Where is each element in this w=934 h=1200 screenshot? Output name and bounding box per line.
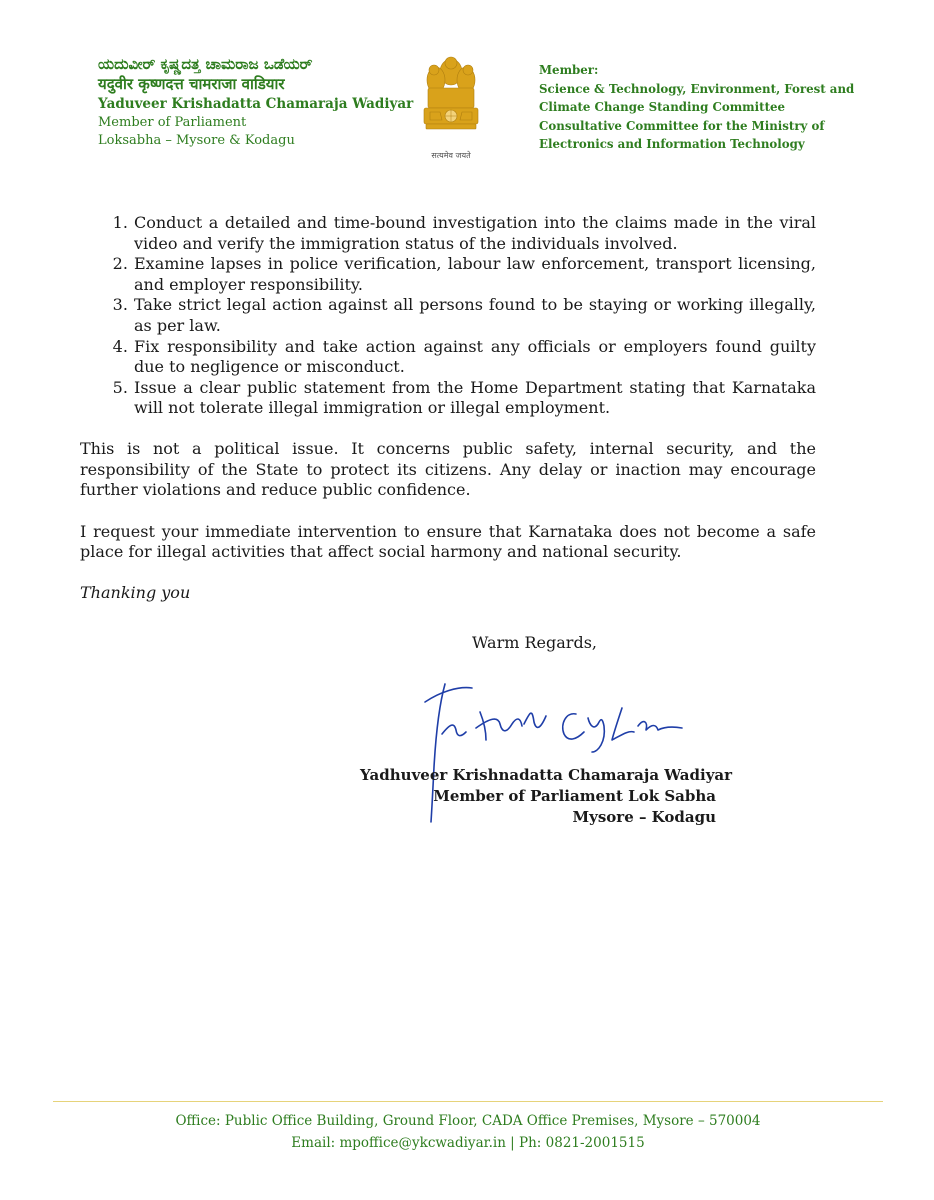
action-point: 2. Examine lapses in police verification, labour law enforcement, transport licensing, and employer responsibility.: [133, 254, 816, 295]
national-emblem-icon: [418, 52, 484, 164]
signatory-title: Member of Parliament Lok Sabha: [433, 787, 716, 805]
footer-contact: Email: mpoffice@ykcwadiyar.in | Ph: 0821-2001515: [291, 1135, 645, 1151]
committee-line: Climate Change Standing Committee: [539, 100, 786, 115]
action-point: 1. Conduct a detailed and time-bound investigation into the claims made in the viral video and verify the immigration status of the individuals involved.: [133, 213, 816, 254]
footer-address: Office: Public Office Building, Ground Floor, CADA Office Premises, Mysore – 570004: [175, 1113, 761, 1129]
paragraph-request: I request your immediate intervention to ensure that Karnataka does not become a safe place for illegal activities that affect social harmony and national security.: [80, 521, 816, 562]
committee-list: [539, 61, 869, 154]
footer: [53, 1110, 883, 1154]
designation: Member of Parliament: [98, 115, 247, 130]
emblem-motto: सत्यमेव जयते: [431, 151, 471, 160]
thanking-line: Thanking you: [80, 582, 191, 602]
signatory-place: Mysore – Kodagu: [572, 808, 716, 826]
name-hindi: यदुवीर कृष्णदत्त चामराजा वाडियार: [98, 75, 285, 93]
committee-line: Member:: [539, 63, 599, 77]
signatory-name: Yadhuveer Krishnadatta Chamaraja Wadiyar: [360, 766, 733, 784]
name-english: Yaduveer Krishadatta Chamaraja Wadiyar: [98, 96, 414, 112]
letter-body: [80, 213, 816, 604]
warm-regards: Warm Regards,: [472, 633, 597, 652]
signatory-block: [360, 765, 733, 828]
constituency: Loksabha – Mysore & Kodagu: [98, 133, 295, 148]
name-kannada: ಯದುವೀರ್ ಕೃಷ್ಣದತ್ತ ಚಾಮರಾಜ ಒಡೆಯರ್: [98, 55, 313, 73]
action-point: 5. Issue a clear public statement from the Home Department stating that Karnataka will not tolerate illegal immigration or illegal employment.: [133, 378, 816, 419]
committee-line: Science & Technology, Environment, Forest and: [539, 81, 855, 96]
action-point: 3. Take strict legal action against all persons found to be staying or working illegally, as per law.: [133, 295, 816, 336]
paragraph-political-issue: This is not a political issue. It concerns public safety, internal security, and the responsibility of the State to protect its citizens. Any delay or inaction may encourage further violations and reduce public confidence.: [80, 438, 816, 500]
committee-line: Consultative Committee for the Ministry of: [539, 118, 825, 133]
footer-divider: [53, 1101, 883, 1102]
action-points-list: [80, 213, 816, 419]
action-point: 4. Fix responsibility and take action against any officials or employers found guilty due to negligence or misconduct.: [133, 337, 816, 378]
committee-line: Electronics and Information Technology: [539, 137, 805, 152]
letterhead-left: [98, 54, 428, 150]
